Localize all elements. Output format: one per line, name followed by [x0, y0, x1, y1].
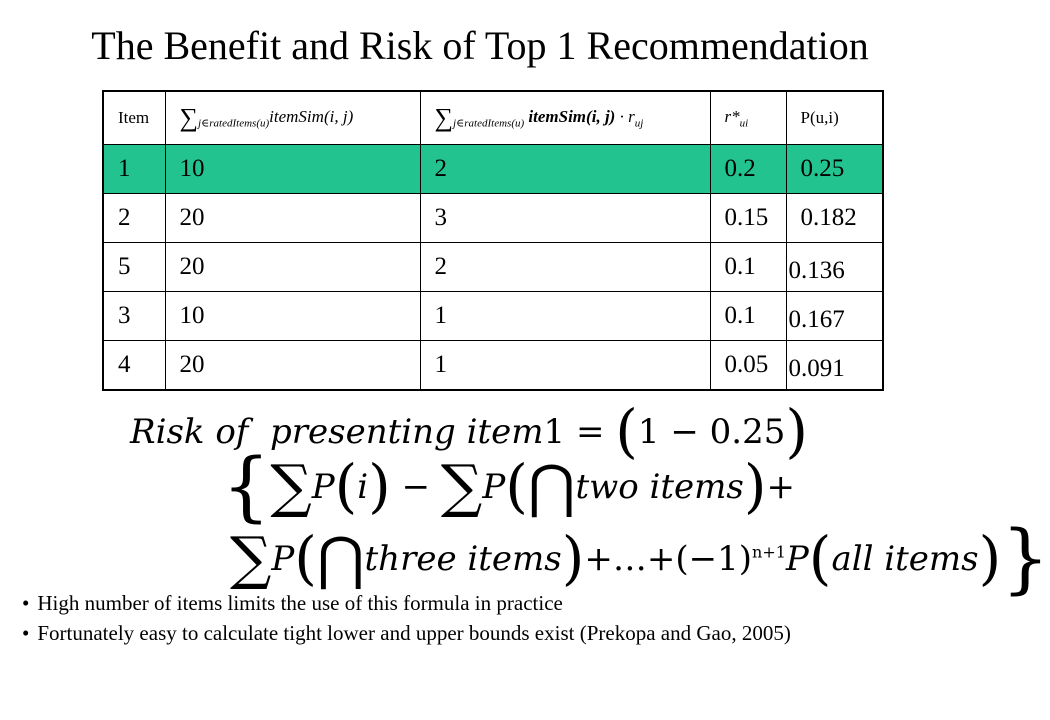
cell-r-star: 0.1	[710, 292, 786, 341]
cell-weighted: 1	[420, 341, 710, 391]
formula-line-2: {∑P(i) − ∑P(⋂two items)+	[222, 441, 795, 530]
list-item: • High number of items limits the use of this formula in practice	[22, 588, 922, 618]
cell-r-star: 0.15	[710, 194, 786, 243]
cell-similarity: 20	[165, 243, 420, 292]
cell-probability: 0.182	[786, 194, 883, 243]
list-item: • Fortunately easy to calculate tight lower and upper bounds exist (Prekopa and Gao, 2005)	[22, 618, 922, 648]
cell-probability	[786, 243, 883, 292]
cell-similarity: 10	[165, 145, 420, 194]
similarity-sum-formula: $\sum_{j\in ratedItems(u)}itemSim(i$, j)	[179, 103, 354, 132]
recommendation-table	[102, 90, 884, 391]
formula-line-1: Risk of presenting item1 = (1 − 0.25)	[130, 397, 808, 465]
cell-r-star: 0.05	[710, 341, 786, 391]
cell-probability	[786, 341, 883, 391]
cell-r-star: 0.2	[710, 145, 786, 194]
cell-item: 5	[103, 243, 165, 292]
table-header-row	[103, 91, 883, 145]
probability-value: 0.136	[788, 257, 845, 284]
header-item: Item	[103, 91, 165, 145]
header-similarity-sum	[165, 91, 420, 145]
cell-probability: 0.25	[786, 145, 883, 194]
cell-similarity: 20	[165, 194, 420, 243]
cell-weighted: 1	[420, 292, 710, 341]
cell-r-star: 0.1	[710, 243, 786, 292]
cell-weighted: 3	[420, 194, 710, 243]
table-row	[103, 194, 883, 243]
cell-similarity: 10	[165, 292, 420, 341]
cell-similarity: 20	[165, 341, 420, 391]
formula-line-3: ∑P(⋂three $items)+\dots+(-1)^{n+1}P(all$ items)}	[230, 513, 1050, 602]
cell-item: 3	[103, 292, 165, 341]
probability-value: 0.091	[788, 355, 845, 382]
table-row	[103, 292, 883, 341]
header-r-star: $r*_{ui}$	[710, 91, 786, 145]
cell-probability	[786, 292, 883, 341]
table-row	[103, 243, 883, 292]
header-weighted-sum	[420, 91, 710, 145]
cell-weighted: 2	[420, 243, 710, 292]
weighted-sum-formula: $\sum_{j\in ratedItems(u)}$ itemSim(i, $j) \cdot r_{uj}$	[434, 103, 644, 132]
table-row	[103, 341, 883, 391]
cell-item: 2	[103, 194, 165, 243]
cell-item: 1	[103, 145, 165, 194]
slide-title: The Benefit and Risk of Top 1 Recommendation	[91, 23, 869, 68]
cell-weighted: 2	[420, 145, 710, 194]
notes-list	[22, 588, 922, 648]
table-row	[103, 145, 883, 194]
header-probability: P(u,i)	[786, 91, 883, 145]
cell-item: 4	[103, 341, 165, 391]
probability-value: 0.167	[788, 306, 845, 333]
